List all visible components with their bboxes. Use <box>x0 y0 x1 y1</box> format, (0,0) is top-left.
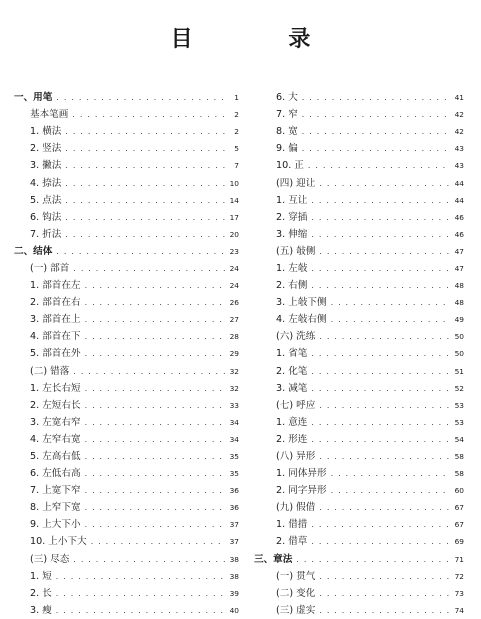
toc-entry-title: 3. 部首在上 <box>30 314 81 326</box>
toc-right-column <box>254 89 464 619</box>
dot-leader <box>85 328 225 345</box>
toc-entry <box>14 311 239 328</box>
toc-entry-title: 3. 左宽右窄 <box>30 416 81 428</box>
toc-entry-page: 14 <box>229 195 239 205</box>
toc-entry-title: 10. 正 <box>276 160 304 172</box>
dot-leader <box>91 533 225 550</box>
page-title: 目 录 <box>170 27 355 52</box>
toc-entry-page: 37 <box>229 537 239 547</box>
toc-entry-title: (六) 洗练 <box>276 331 316 343</box>
toc-entry <box>254 89 464 106</box>
toc-entry <box>14 140 239 157</box>
toc-entry-title: 2. 长 <box>30 587 52 599</box>
dot-leader <box>331 482 450 499</box>
toc-entry-title: 1. 横法 <box>30 126 62 138</box>
toc-entry <box>254 602 464 619</box>
toc-entry-page: 33 <box>229 400 239 410</box>
toc-entry <box>14 465 239 482</box>
toc-entry-title: 3. 减笔 <box>276 382 308 394</box>
dot-leader <box>331 294 450 311</box>
toc-entry-title: 9. 偏 <box>276 143 298 155</box>
dot-leader <box>56 585 225 602</box>
dot-leader <box>319 328 450 345</box>
toc-entry-title: 1. 短 <box>30 570 52 582</box>
toc-entry-title: 5. 点法 <box>30 194 62 206</box>
toc-entry-page: 60 <box>454 486 464 496</box>
toc-entry <box>254 499 464 516</box>
toc-entry-title: 3. 伸缩 <box>276 228 308 240</box>
toc-entry-page: 38 <box>229 554 239 564</box>
toc-entry-title: (二) 变化 <box>276 587 316 599</box>
toc-entry-page: 26 <box>229 298 239 308</box>
toc-entry-page: 53 <box>454 400 464 410</box>
toc-entry-title: 2. 同字异形 <box>276 485 327 497</box>
toc-entry-title: 2. 借草 <box>276 536 308 548</box>
toc-entry-title: 2. 化笔 <box>276 365 308 377</box>
toc-entry <box>254 123 464 140</box>
toc-entry-title: 一、用笔 <box>14 92 53 104</box>
toc-entry-title: (七) 呼应 <box>276 399 316 411</box>
toc-entry-title: 三、章法 <box>254 553 293 565</box>
toc-entry-page: 38 <box>229 571 239 581</box>
toc-entry-page: 48 <box>454 281 464 291</box>
toc-entry <box>14 192 239 209</box>
toc-entry <box>14 585 239 602</box>
toc-entry-page: 34 <box>229 417 239 427</box>
toc-entry-page: 37 <box>229 520 239 530</box>
dot-leader <box>319 499 450 516</box>
toc-entry-page: 48 <box>454 298 464 308</box>
toc-entry <box>254 174 464 191</box>
toc-entry-page: 42 <box>454 110 464 120</box>
toc-entry <box>14 482 239 499</box>
toc-entry-title: 7. 上宽下窄 <box>30 485 81 497</box>
toc-entry-page: 50 <box>454 349 464 359</box>
dot-leader <box>72 106 225 123</box>
dot-leader <box>85 499 225 516</box>
toc-entry-page: 23 <box>229 246 239 256</box>
toc-entry-page: 29 <box>229 349 239 359</box>
dot-leader <box>311 260 450 277</box>
dot-leader <box>311 380 450 397</box>
toc-entry-page: 36 <box>229 503 239 513</box>
toc-entry-page: 42 <box>454 127 464 137</box>
toc-entry-page: 54 <box>454 434 464 444</box>
toc-entry <box>254 448 464 465</box>
dot-leader <box>311 345 450 362</box>
dot-leader <box>331 311 450 328</box>
toc-entry-title: 1. 省笔 <box>276 348 308 360</box>
toc-entry-page: 20 <box>229 229 239 239</box>
toc-entry <box>14 106 239 123</box>
toc-entry-title: 1. 左敧 <box>276 262 308 274</box>
toc-entry <box>254 533 464 550</box>
toc-entry-title: (一) 部首 <box>30 262 70 274</box>
toc-entry-title: (二) 错落 <box>30 365 70 377</box>
toc-entry-title: 1. 意连 <box>276 416 308 428</box>
toc-entry <box>14 363 239 380</box>
toc-entry-page: 7 <box>234 161 239 171</box>
toc-entry-page: 47 <box>454 263 464 273</box>
toc-entry <box>254 414 464 431</box>
toc-entry-page: 35 <box>229 469 239 479</box>
toc-entry <box>254 380 464 397</box>
toc-entry-title: (八) 异形 <box>276 451 316 463</box>
toc-entry <box>14 380 239 397</box>
toc-entry <box>254 277 464 294</box>
toc-entry-title: 3. 瘦 <box>30 604 52 616</box>
toc-entry <box>14 209 239 226</box>
toc-entry-title: (四) 迎让 <box>276 177 316 189</box>
toc-entry-page: 51 <box>454 366 464 376</box>
toc-entry-title: (五) 敧侧 <box>276 245 316 257</box>
toc-entry-title: 1. 左长右短 <box>30 382 81 394</box>
toc-entry <box>254 465 464 482</box>
toc-entry <box>254 243 464 260</box>
toc-entry <box>254 345 464 362</box>
dot-leader <box>65 209 225 226</box>
toc-entry-page: 52 <box>454 383 464 393</box>
toc-entry <box>254 157 464 174</box>
toc-entry <box>254 260 464 277</box>
toc-entry-page: 67 <box>454 503 464 513</box>
toc-entry-title: 8. 上窄下宽 <box>30 502 81 514</box>
dot-leader <box>85 345 225 362</box>
toc-left-column <box>14 89 239 619</box>
toc-entry <box>14 157 239 174</box>
dot-leader <box>65 226 225 243</box>
toc-entry-title: 6. 左低右高 <box>30 468 81 480</box>
dot-leader <box>302 89 450 106</box>
toc-entry-page: 53 <box>454 417 464 427</box>
toc-entry-title: 10. 上小下大 <box>30 536 87 548</box>
dot-leader <box>302 106 450 123</box>
dot-leader <box>85 448 225 465</box>
toc-entry-title: 7. 窄 <box>276 109 298 121</box>
toc-entry-title: 1. 借措 <box>276 519 308 531</box>
toc-entry <box>14 533 239 550</box>
toc-entry <box>14 243 239 260</box>
toc-entry <box>14 414 239 431</box>
toc-entry-title: 4. 部首在下 <box>30 331 81 343</box>
toc-entry-page: 2 <box>234 110 239 120</box>
toc-entry-title: (九) 假借 <box>276 502 316 514</box>
toc-entry <box>14 397 239 414</box>
toc-entry <box>14 448 239 465</box>
dot-leader <box>311 209 450 226</box>
dot-leader <box>73 551 225 568</box>
toc-entry-title: 6. 大 <box>276 92 298 104</box>
toc-entry <box>254 328 464 345</box>
toc-entry <box>254 482 464 499</box>
toc-entry-title: 3. 上敧下侧 <box>276 297 327 309</box>
dot-leader <box>311 363 450 380</box>
toc-entry-page: 50 <box>454 332 464 342</box>
toc-entry-page: 44 <box>454 178 464 188</box>
toc-entry-title: 2. 形连 <box>276 433 308 445</box>
dot-leader <box>311 277 450 294</box>
dot-leader <box>311 516 450 533</box>
dot-leader <box>85 277 225 294</box>
dot-leader <box>311 414 450 431</box>
toc-entry-page: 40 <box>229 605 239 615</box>
toc-entry-page: 10 <box>229 178 239 188</box>
dot-leader <box>319 397 450 414</box>
toc-entry-page: 17 <box>229 212 239 222</box>
dot-leader <box>85 516 225 533</box>
toc-entry <box>14 551 239 568</box>
toc-entry <box>254 431 464 448</box>
toc-entry-page: 58 <box>454 469 464 479</box>
toc-entry-page: 67 <box>454 520 464 530</box>
dot-leader <box>85 482 225 499</box>
toc-entry-title: 5. 左高右低 <box>30 451 81 463</box>
toc-entry-title: 1. 部首在左 <box>30 280 81 292</box>
dot-leader <box>296 551 450 568</box>
toc-entry <box>14 345 239 362</box>
dot-leader <box>85 294 225 311</box>
toc-entry-title: 6. 钩法 <box>30 211 62 223</box>
dot-leader <box>65 123 225 140</box>
dot-leader <box>65 140 225 157</box>
dot-leader <box>302 140 450 157</box>
toc-entry-page: 74 <box>454 605 464 615</box>
toc-entry-page: 35 <box>229 452 239 462</box>
toc-entry <box>254 140 464 157</box>
toc-entry-page: 1 <box>234 93 239 103</box>
dot-leader <box>85 311 225 328</box>
toc-entry-title: 2. 部首在右 <box>30 297 81 309</box>
toc-entry-title: 3. 撇法 <box>30 160 62 172</box>
toc-entry-page: 46 <box>454 212 464 222</box>
toc-entry <box>254 585 464 602</box>
toc-entry-title: 2. 竖法 <box>30 143 62 155</box>
toc-entry-page: 73 <box>454 588 464 598</box>
toc-entry <box>254 311 464 328</box>
toc-entry-title: 9. 上大下小 <box>30 519 81 531</box>
toc-entry-page: 39 <box>229 588 239 598</box>
toc-entry <box>254 209 464 226</box>
toc-entry-title: 二、结体 <box>14 245 53 257</box>
dot-leader <box>319 568 450 585</box>
toc-entry <box>14 431 239 448</box>
toc-entry-page: 43 <box>454 161 464 171</box>
toc-entry-page: 46 <box>454 229 464 239</box>
toc-entry-title: 4. 左窄右宽 <box>30 433 81 445</box>
toc-entry <box>14 602 239 619</box>
toc-entry-title: 4. 左敧右侧 <box>276 314 327 326</box>
toc-entry-title: 1. 同体异形 <box>276 468 327 480</box>
dot-leader <box>65 192 225 209</box>
dot-leader <box>319 602 450 619</box>
dot-leader <box>308 157 450 174</box>
toc-entry <box>14 89 239 106</box>
toc-entry <box>14 226 239 243</box>
toc-entry-title: 5. 部首在外 <box>30 348 81 360</box>
dot-leader <box>56 89 225 106</box>
toc-entry <box>254 568 464 585</box>
toc-entry-title: 7. 折法 <box>30 228 62 240</box>
toc-entry <box>254 106 464 123</box>
toc-entry <box>14 174 239 191</box>
dot-leader <box>73 363 225 380</box>
toc-entry-page: 32 <box>229 366 239 376</box>
toc-entry-page: 32 <box>229 383 239 393</box>
dot-leader <box>85 380 225 397</box>
toc-entry-page: 5 <box>234 144 239 154</box>
dot-leader <box>65 157 225 174</box>
toc-entry-page: 44 <box>454 195 464 205</box>
toc-entry-title: (三) 虚实 <box>276 604 316 616</box>
dot-leader <box>85 465 225 482</box>
dot-leader <box>73 260 225 277</box>
dot-leader <box>331 465 450 482</box>
dot-leader <box>85 414 225 431</box>
toc-entry <box>14 516 239 533</box>
dot-leader <box>311 192 450 209</box>
dot-leader <box>319 175 450 192</box>
toc-entry-title: (一) 贯气 <box>276 570 316 582</box>
toc-entry-title: (三) 尽态 <box>30 553 70 565</box>
toc-entry-title: 1. 互让 <box>276 194 308 206</box>
toc-entry-title: 4. 捺法 <box>30 177 62 189</box>
dot-leader <box>56 602 225 619</box>
dot-leader <box>319 243 450 260</box>
dot-leader <box>319 448 450 465</box>
toc-entry <box>254 516 464 533</box>
toc-entry <box>254 551 464 568</box>
toc-entry-page: 24 <box>229 281 239 291</box>
toc-entry-page: 72 <box>454 571 464 581</box>
toc-entry-title: 2. 左短右长 <box>30 399 81 411</box>
toc-entry-title: 8. 宽 <box>276 126 298 138</box>
toc-entry <box>14 123 239 140</box>
toc-entry <box>14 499 239 516</box>
toc-entry <box>14 260 239 277</box>
toc-entry-page: 41 <box>454 93 464 103</box>
toc-entry-page: 71 <box>454 554 464 564</box>
toc-entry-page: 58 <box>454 452 464 462</box>
toc-entry <box>14 568 239 585</box>
toc-entry-page: 43 <box>454 144 464 154</box>
toc-entry <box>254 363 464 380</box>
toc-entry <box>254 226 464 243</box>
toc-entry-page: 49 <box>454 315 464 325</box>
toc-entry <box>254 192 464 209</box>
toc-entry-page: 27 <box>229 315 239 325</box>
toc-entry-page: 34 <box>229 434 239 444</box>
toc-entry-page: 69 <box>454 537 464 547</box>
dot-leader <box>311 226 450 243</box>
toc-entry-page: 47 <box>454 246 464 256</box>
toc-entry-title: 2. 右侧 <box>276 280 308 292</box>
dot-leader <box>319 585 450 602</box>
dot-leader <box>85 397 225 414</box>
toc-entry <box>14 277 239 294</box>
toc-entry <box>14 328 239 345</box>
toc-entry <box>254 397 464 414</box>
toc-entry-page: 28 <box>229 332 239 342</box>
dot-leader <box>65 175 225 192</box>
dot-leader <box>311 533 450 550</box>
dot-leader <box>311 431 450 448</box>
dot-leader <box>56 243 225 260</box>
dot-leader <box>302 123 450 140</box>
dot-leader <box>56 568 225 585</box>
toc-entry-page: 24 <box>229 263 239 273</box>
toc-entry-page: 2 <box>234 127 239 137</box>
toc-entry-page: 36 <box>229 486 239 496</box>
dot-leader <box>85 431 225 448</box>
toc-entry-title: 2. 穿插 <box>276 211 308 223</box>
toc-entry <box>14 294 239 311</box>
toc-entry-title: 基本笔画 <box>30 109 69 121</box>
toc-entry <box>254 294 464 311</box>
